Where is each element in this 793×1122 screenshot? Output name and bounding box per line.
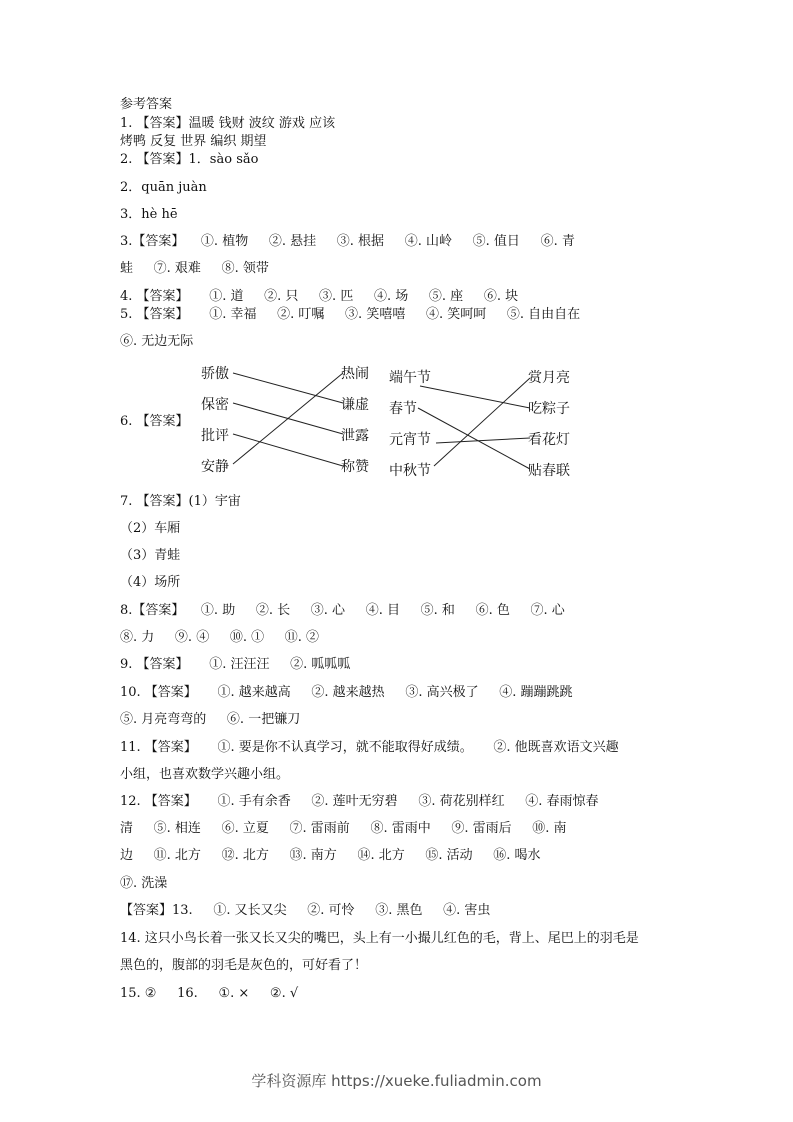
answer-line-7-d: （4）场所 [120, 575, 181, 590]
match-left1-word: 骄傲 [201, 366, 229, 382]
answer-line-3: 3.【答案】 ①. 植物 ②. 悬挂 ③. 根据 ④. 山岭 ⑤. 值日 ⑥. 青 [120, 234, 575, 249]
answer-line-9: 9. 【答案】 ①. 汪汪汪 ②. 呱呱呱 [120, 657, 351, 672]
answer-line-1-cont: 烤鸭 反复 世界 编织 期望 [120, 134, 267, 149]
match-right1-word: 热闹 [341, 366, 369, 382]
answer-line-7: 7. 【答案】(1）宇宙 [120, 494, 241, 509]
answer-line-14-cont: 黑色的，腹部的羽毛是灰色的，可好看了！ [120, 958, 368, 973]
answer-line-7-b: （2）车厢 [120, 521, 181, 536]
answer-line-4: 4. 【答案】 ①. 道 ②. 只 ③. 匹 ④. 场 ⑤. 座 ⑥. 块 [120, 289, 519, 304]
match-right2-word: 吃粽子 [528, 401, 570, 417]
answer-line-3-cont: 蛙 ⑦. 艰难 ⑧. 领带 [120, 261, 269, 276]
match-left2-word: 春节 [389, 401, 417, 417]
match-left2-word: 中秋节 [389, 463, 431, 479]
answer-line-15-16: 15. ② 16. ①. × ②. √ [120, 986, 299, 1001]
answer-line-10-cont: ⑤. 月亮弯弯的 ⑥. 一把镰刀 [120, 712, 301, 727]
answer-line-8: 8.【答案】 ①. 助 ②. 长 ③. 心 ④. 目 ⑤. 和 ⑥. 色 ⑦. 心 [120, 603, 565, 618]
answer-line-13: 【答案】13. ①. 又长又尖 ②. 可怜 ③. 黑色 ④. 害虫 [120, 903, 491, 918]
answer-line-14: 14. 这只小鸟长着一张又长又尖的嘴巴，头上有一小撮儿红色的毛，背上、尾巴上的羽毛是 [120, 931, 639, 946]
match-right2-word: 贴春联 [528, 463, 570, 479]
match-left2-word: 端午节 [389, 370, 431, 386]
match-line [420, 386, 530, 408]
match-right1-word: 泄露 [341, 428, 369, 444]
answer-line-1: 1. 【答案】温暖 钱财 波纹 游戏 应该 [120, 116, 336, 131]
page-title: 参考答案 [120, 97, 173, 112]
answer-line-7-c: （3）青蛙 [120, 548, 181, 563]
match-right1-word: 称赞 [341, 459, 369, 475]
match-left2-word: 元宵节 [389, 432, 431, 448]
answer-line-5: 5. 【答案】 ①. 幸福 ②. 叮嘱 ③. 笑嘻嘻 ④. 笑呵呵 ⑤. 自由自在 [120, 307, 581, 322]
answer-line-8-cont: ⑧. 力 ⑨. ④ ⑩. ① ⑪. ② [120, 630, 320, 645]
match-left1-word: 批评 [201, 428, 229, 444]
answer-line-11: 11. 【答案】 ①. 要是你不认真学习，就不能取得好成绩。 ②. 他既喜欢语文兴趣 [120, 740, 619, 755]
answer-line-12-c: 边 ⑪. 北方 ⑫. 北方 ⑬. 南方 ⑭. 北方 ⑮. 活动 ⑯. 喝水 [120, 848, 541, 863]
match-right2-word: 看花灯 [528, 432, 570, 448]
answer-line-10: 10. 【答案】 ①. 越来越高 ②. 越来越热 ③. 高兴极了 ④. 蹦蹦跳跳 [120, 685, 573, 700]
answer-line-2-c: 3．hè hē [120, 207, 178, 222]
answer-line-11-cont: 小组，也喜欢数学兴趣小组。 [120, 767, 290, 782]
match-right1-word: 谦虚 [341, 397, 369, 413]
answer-line-12-b: 清 ⑤. 相连 ⑥. 立夏 ⑦. 雷雨前 ⑧. 雷雨中 ⑨. 雷雨后 ⑩. 南 [120, 821, 567, 836]
match-line [436, 438, 530, 443]
page-footer: 学科资源库 https://xueke.fuliadmin.com [251, 1072, 542, 1090]
answer-line-2-b: 2．quān juàn [120, 180, 207, 195]
answer-line-5-cont: ⑥. 无边无际 [120, 334, 194, 349]
answer-line-12-d: ⑰. 洗澡 [120, 876, 168, 891]
answer-line-6: 6. 【答案】 [120, 414, 189, 429]
answer-line-12: 12. 【答案】 ①. 手有余香 ②. 莲叶无穷碧 ③. 荷花别样红 ④. 春雨惊春 [120, 794, 599, 809]
answer-line-2: 2. 【答案】1．sào sǎo [120, 152, 259, 167]
match-line [233, 373, 343, 403]
match-left1-word: 保密 [201, 397, 229, 413]
match-right2-word: 赏月亮 [528, 370, 570, 386]
match-left1-word: 安静 [201, 459, 229, 475]
